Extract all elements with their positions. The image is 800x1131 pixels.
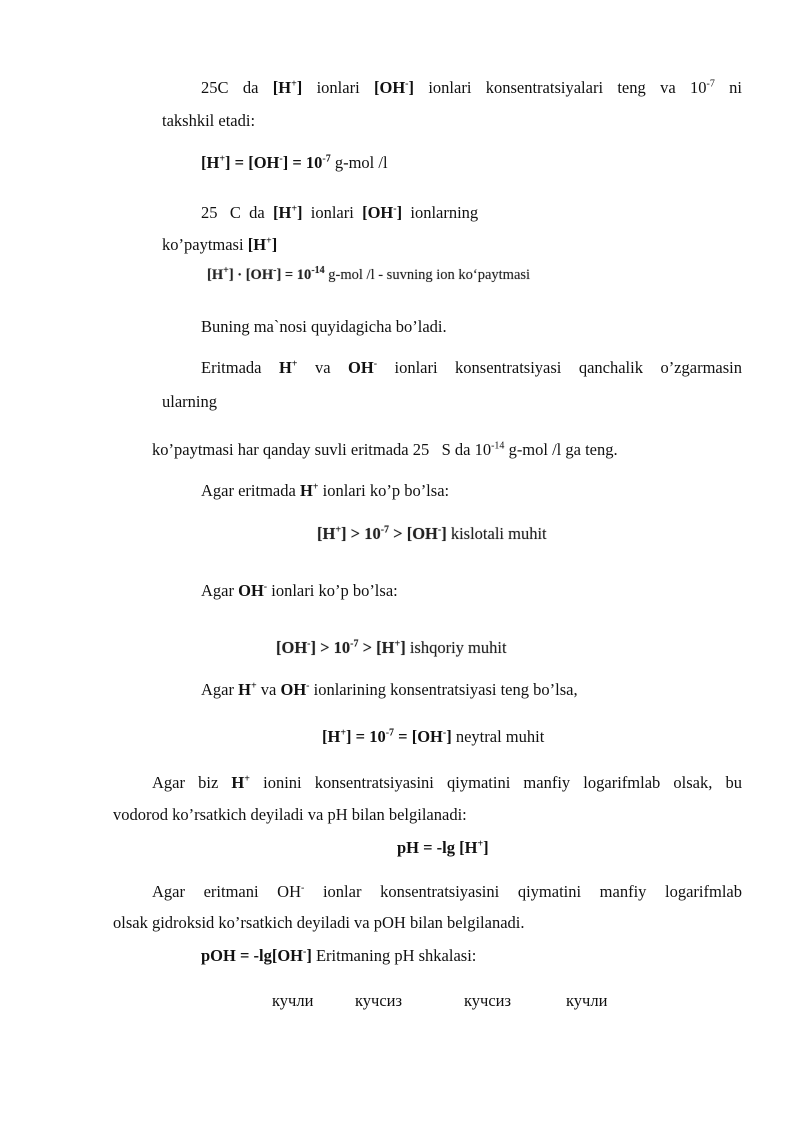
p8-line2: vodorod ko’rsatkich deyiladi va pH bilan belgilanadi: <box>113 805 467 824</box>
p7: Agar H+ va OH- ionlarining konsentratsiyasi teng bo’lsa, <box>201 680 578 699</box>
p9-line1: Agar eritmani OH- ionlar konsentratsiyasini qiymatini manfiy logarifmlab <box>152 882 742 901</box>
scale-label-weak-right: кучсиз <box>464 991 512 1010</box>
scale-label-strong-left: кучли <box>272 991 314 1010</box>
p6: Agar OH- ionlari ko’p bo’lsa: <box>201 581 398 600</box>
scale-label-weak-left: кучсиз <box>355 991 403 1010</box>
p1-line2: takshkil etadi: <box>162 111 256 130</box>
p2-line2: ko’paytmasi [H+] <box>162 235 278 254</box>
equation-poh: pOH = -lg[OH-] Eritmaning pH shkalasi: <box>201 946 477 965</box>
equation-ion-equality: $[H^+] = [OH^-] = 10^{-7}$ g-mol /l <box>201 153 388 172</box>
p5: Agar eritmada H+ ionlari ko’p bo’lsa: <box>201 481 450 500</box>
p3: Buning ma`nosi quyidagicha bo’ladi. <box>201 317 447 336</box>
equation-alkaline: $[OH^-] > 10^{-7} > [H^+]$ ishqoriy muhit <box>276 638 507 657</box>
equation-neutral: $[H^+] = 10^{-7} = [OH^-]$ neytral muhit <box>322 727 545 746</box>
p1-line1: 25C da [H+] ionlari [OH-] ionlari konsentratsiyalari teng va $10^{-7}$ ni <box>201 78 742 97</box>
equation-acidic: $[H^+] > 10^{-7} > [OH^-]$ kislotali muhit <box>317 524 547 543</box>
p2-line1: 25 C da [H+] ionlari [OH-] ionlarning <box>201 203 479 222</box>
equation-ph: pH = -lg [H+] <box>397 838 489 857</box>
p4-line1: Eritmada H+ va OH- ionlari konsentratsiyasi qanchalik o’zgarmasin <box>201 358 742 377</box>
p4-line3: ko’paytmasi har qanday suvli eritmada 25 S da $10^{-14}$ g-mol /l ga teng. <box>152 440 618 459</box>
p8-line1: Agar biz H+ ionini konsentratsiyasini qiymatini manfiy logarifmlab olsak, bu <box>152 773 742 792</box>
p4-line2: ularning <box>162 392 217 411</box>
equation-ion-product: $[H^+] \cdot [OH^-] = 10^{-14}$ g-mol /l - suvning ion ko‘paytmasi <box>207 265 531 283</box>
p9-line2: olsak gidroksid ko’rsatkich deyiladi va pOH bilan belgilanadi. <box>113 913 525 932</box>
scale-label-strong-right: кучли <box>566 991 608 1010</box>
